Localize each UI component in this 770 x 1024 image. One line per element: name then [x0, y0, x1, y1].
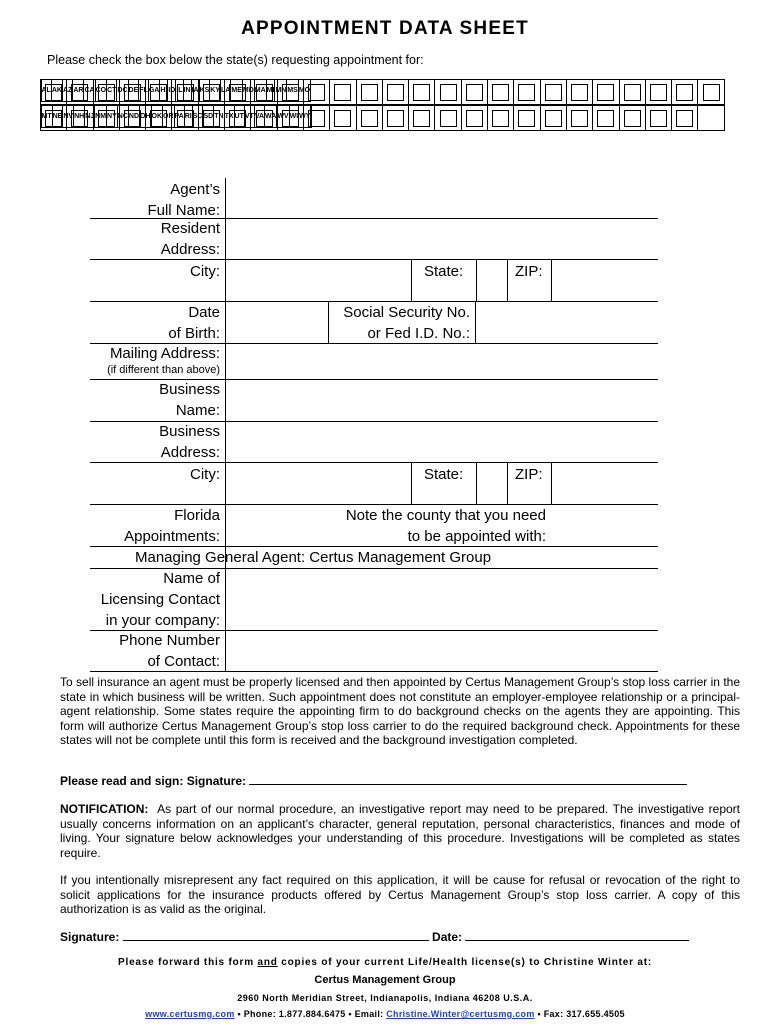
state-checkbox-tn[interactable] [466, 110, 483, 127]
licensing-paragraph: To sell insurance an agent must be properly licensed and then appointed by Certus Management Group’s stop loss carrier in the state in which business will be written. Such appointment does not constitute an employer-employee relationship or a principal-agent relationship. Some states require the appointing firm to do background checks on the agents they are appointing. This form will authorize Certus Management Group’s stop loss carrier to do the required background check. Appointments for these states will not be complete until this form is received and the background investigation completed. [60, 675, 740, 747]
state-label-md: MD [242, 80, 254, 102]
states-grid [40, 79, 725, 131]
business-state-label: State: [424, 466, 464, 483]
business-city-label: City: [190, 466, 220, 483]
email-link[interactable]: Christine.Winter@certusmg.com [386, 1009, 535, 1019]
sign-line-2 [60, 929, 740, 945]
state-checkbox-tx[interactable] [492, 110, 509, 127]
state-checkbox-wa[interactable] [597, 110, 614, 127]
notification-paragraph [60, 802, 740, 860]
resident-zip-label: ZIP: [515, 263, 543, 280]
resident-zip-field[interactable] [552, 260, 657, 301]
state-label-me: ME [231, 80, 243, 102]
business-city-field[interactable] [227, 463, 410, 504]
state-label-tn: TN [214, 106, 224, 128]
state-checkbox-sd[interactable] [440, 110, 457, 127]
state-label-mn: MN [275, 80, 287, 102]
business-address-label: Business Address: [159, 423, 220, 461]
resident-state-field[interactable] [477, 260, 507, 301]
mailing-address-label: Mailing Address: [109, 345, 220, 362]
state-checkbox-mo[interactable] [703, 84, 720, 101]
state-label-wv: WV [277, 106, 289, 128]
state-label-ca: CA [84, 80, 95, 102]
resident-address-field[interactable] [227, 219, 657, 259]
state-checkbox-wy[interactable] [676, 110, 693, 127]
florida-appointments-label: Florida Appointments: [124, 507, 220, 545]
state-label-sc: SC [192, 106, 203, 128]
state-checkbox-ky[interactable] [492, 84, 509, 101]
county-note-label: Note the county that you need to be appointed with: [345, 507, 546, 545]
state-label-va: VA [254, 106, 264, 128]
state-label-dc: DC [117, 80, 128, 102]
signature-label: Signature: [60, 930, 120, 944]
phone-contact-field[interactable] [227, 631, 657, 671]
company-name: Certus Management Group [314, 974, 456, 986]
state-label-nc: NC [117, 106, 128, 128]
state-label-nd: ND [128, 106, 139, 128]
empty-cell [311, 106, 312, 128]
state-checkbox-va[interactable] [571, 110, 588, 127]
state-label-nm: NM [95, 106, 107, 128]
state-checkbox-hi[interactable] [334, 84, 351, 101]
state-label-ok: OK [151, 106, 163, 128]
company-address: 2960 North Meridian Street, Indianapolis, Indiana 46208 U.S.A. [237, 993, 533, 1003]
state-label-or: OR [163, 106, 175, 128]
forward-instructions: Please forward this form and copies of your current Life/Health license(s) to Christine Winter at: [118, 957, 652, 968]
state-checkbox-ia[interactable] [440, 84, 457, 101]
state-label-nv: NV [63, 106, 74, 128]
state-label-tx: TX [224, 106, 234, 128]
mailing-address-note: (if different than above) [107, 364, 220, 376]
state-label-id: ID [168, 80, 176, 102]
licensing-contact-label: Name of Licensing Contact in your company: [100, 570, 220, 629]
mailing-address-field[interactable] [227, 344, 657, 379]
dob-field[interactable] [227, 302, 327, 343]
business-name-label: Business Name: [159, 381, 220, 419]
state-label-wa: WA [265, 106, 277, 128]
state-label-vt: VT [244, 106, 254, 128]
state-label-ct: CT [107, 80, 117, 102]
state-checkbox-vt[interactable] [545, 110, 562, 127]
state-label-ma: MA [254, 80, 266, 102]
notification-label: NOTIFICATION: [60, 802, 149, 816]
mga-label: Managing General Agent: Certus Management Group [135, 549, 492, 566]
state-label-ms: MS [287, 80, 299, 102]
state-checkbox-wv[interactable] [624, 110, 641, 127]
business-zip-field[interactable] [552, 463, 657, 504]
state-label-ne: NE [52, 106, 63, 128]
licensing-contact-field[interactable] [227, 569, 657, 630]
state-checkbox-or[interactable] [334, 110, 351, 127]
state-label-wy: WY [299, 106, 311, 128]
state-label-de: DE [128, 80, 139, 102]
sign-line-1 [60, 773, 740, 789]
state-label-az: AZ [62, 80, 72, 102]
state-instruction: Please check the box below the state(s) requesting appointment for: [47, 53, 424, 67]
resident-city-field[interactable] [227, 260, 410, 301]
state-label-hi: HI [160, 80, 168, 102]
state-checkbox-md[interactable] [571, 84, 588, 101]
state-checkbox-sc[interactable] [413, 110, 430, 127]
state-label-co: CO [95, 80, 107, 102]
ssn-label: Social Security No. or Fed I.D. No.: [343, 304, 470, 342]
state-checkbox-il[interactable] [387, 84, 404, 101]
state-label-ia: IA [191, 80, 199, 102]
signature-field-1[interactable] [249, 773, 687, 785]
state-checkbox-wi[interactable] [650, 110, 667, 127]
resident-address-label: Resident Address: [160, 220, 220, 258]
state-checkbox-id[interactable] [361, 84, 378, 101]
state-label-al: AL [41, 80, 51, 102]
state-label-ut: UT [234, 106, 244, 128]
website-link[interactable]: www.certusmg.com [145, 1009, 235, 1019]
empty-cell [698, 106, 724, 131]
business-address-field[interactable] [227, 422, 657, 462]
state-label-ny: NY [107, 106, 118, 128]
ssn-field[interactable] [476, 302, 657, 343]
state-label-ri: RI [184, 106, 192, 128]
business-state-field[interactable] [477, 463, 507, 504]
state-label-oh: OH [140, 106, 152, 128]
state-checkbox-pa[interactable] [361, 110, 378, 127]
resident-state-label: State: [424, 263, 464, 280]
state-checkbox-ma[interactable] [597, 84, 614, 101]
agent-name-field[interactable] [227, 178, 657, 218]
state-checkbox-ri[interactable] [387, 110, 404, 127]
dob-label: Date of Birth: [168, 304, 220, 342]
state-label-fl: FL [139, 80, 149, 102]
state-label-ks: KS [199, 80, 210, 102]
state-label-il: IL [176, 80, 183, 102]
state-label-la: LA [221, 80, 231, 102]
state-checkbox-ut[interactable] [518, 110, 535, 127]
state-checkbox-mi[interactable] [624, 84, 641, 101]
state-label-ky: KY [210, 80, 221, 102]
phone-contact-label: Phone Number of Contact: [119, 632, 220, 670]
state-checkbox-in[interactable] [413, 84, 430, 101]
resident-city-label: City: [190, 263, 220, 280]
state-label-sd: SD [203, 106, 214, 128]
state-label-mi: MI [266, 80, 275, 102]
state-checkbox-ms[interactable] [676, 84, 693, 101]
date-label: Date: [432, 930, 463, 944]
state-label-mo: MO [298, 80, 310, 102]
state-label-nj: NJ [85, 106, 95, 128]
business-name-field[interactable] [227, 380, 657, 420]
state-checkbox-mn[interactable] [650, 84, 667, 101]
state-label-ar: AR [73, 80, 84, 102]
state-label-nh: NH [74, 106, 85, 128]
notification-text: As part of our normal procedure, an investigative report may need to be prepared. The investigative report usually concerns information on an applicant’s character, general reputation, personal characteristics, finances and mode of living. Your signature below acknowledges your understanding of this procedure. Investigations will be completed as states require. [60, 802, 740, 860]
contact-line: www.certusmg.com • Phone: 1.877.884.6475 • Email: Christine.Winter@certusmg.com • Fax: 317.655.4505 [145, 1009, 625, 1019]
signature-field-2[interactable] [123, 929, 429, 941]
date-field[interactable] [465, 929, 689, 941]
misrepresent-paragraph: If you intentionally misrepresent any fact required on this application, it will be cause for refusal or revocation of the right to solicit applications for the insurance products offered by Certus Management Group’s stop loss carrier. A copy of this authorization is as valid as the original. [60, 873, 740, 916]
state-label-ak: AK [51, 80, 62, 102]
state-label-wi: WI [289, 106, 299, 128]
agent-name-label: Agent’s Full Name: [147, 181, 220, 219]
state-checkbox-la[interactable] [518, 84, 535, 101]
state-checkbox-ks[interactable] [466, 84, 483, 101]
state-label-in: IN [183, 80, 191, 102]
state-label-pa: PA [174, 106, 184, 128]
florida-appointments-field[interactable] [227, 505, 327, 545]
sign-label-1: Please read and sign: Signature: [60, 774, 247, 788]
business-zip-label: ZIP: [515, 466, 543, 483]
state-checkbox-me[interactable] [545, 84, 562, 101]
state-label-mt: MT [41, 106, 52, 128]
page-title: APPOINTMENT DATA SHEET [241, 18, 529, 39]
state-label-ga: GA [148, 80, 160, 102]
